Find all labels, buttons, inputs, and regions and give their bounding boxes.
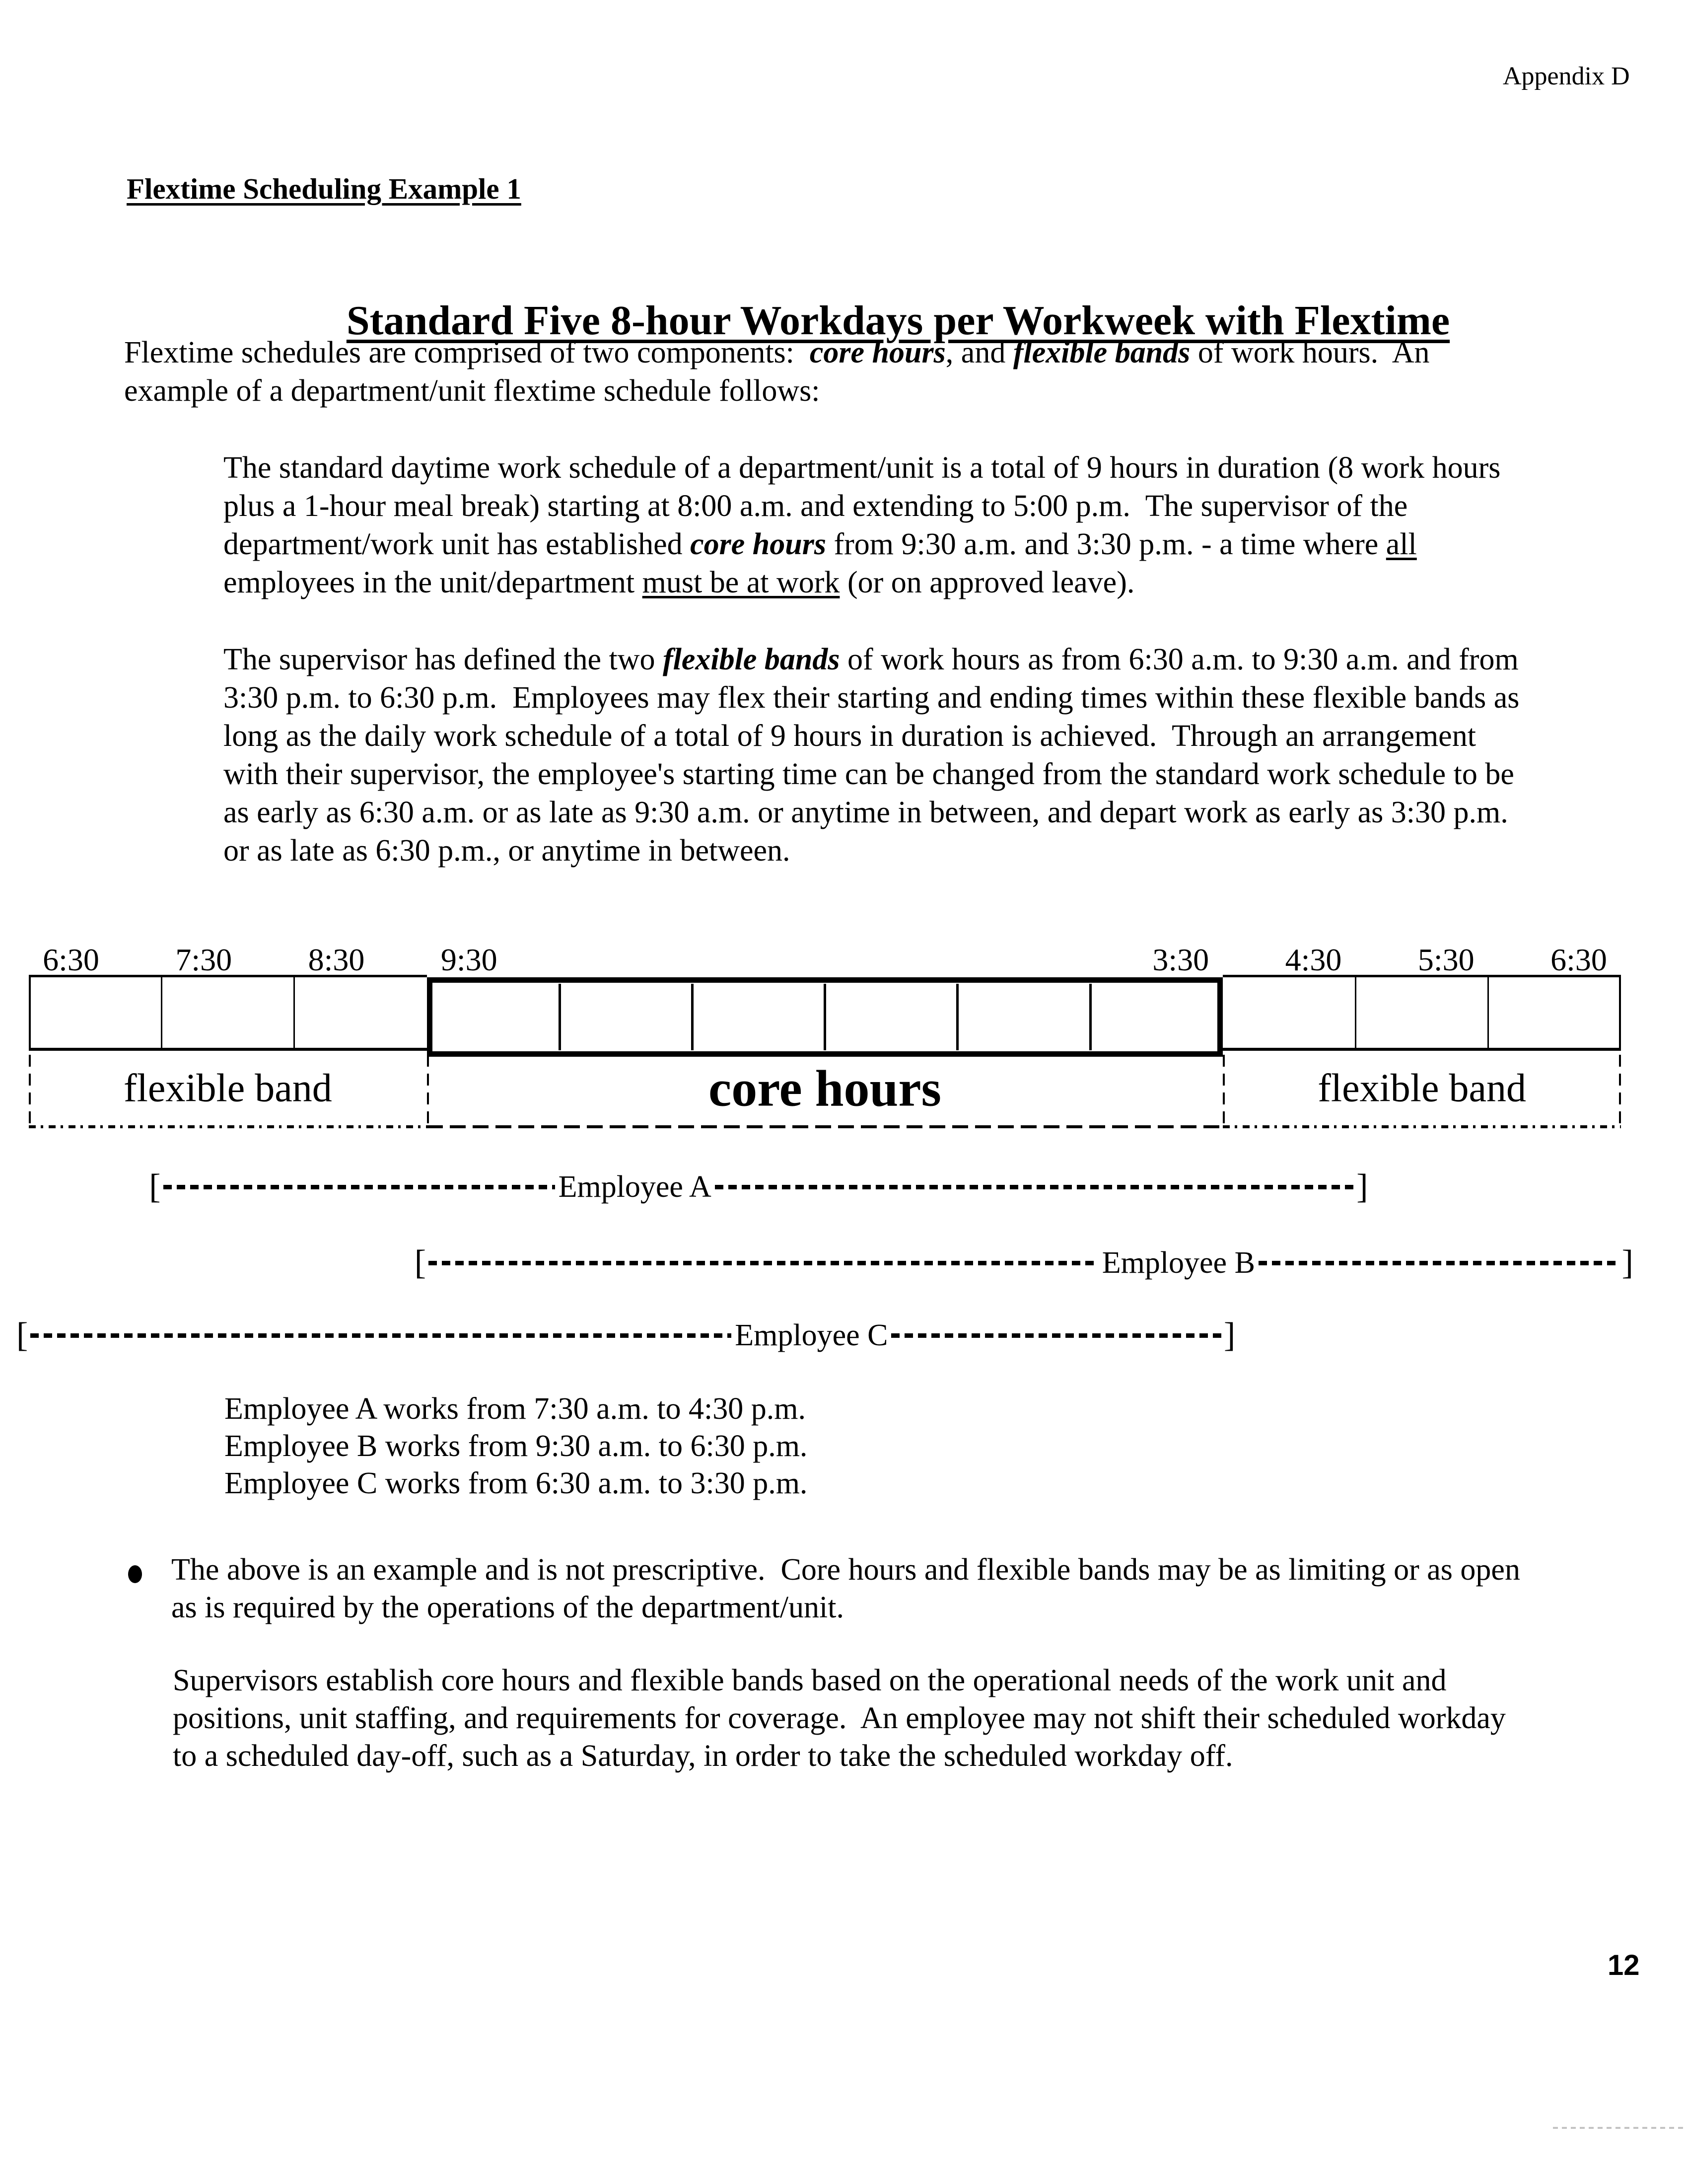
paragraph-flexible-bands — [223, 641, 1519, 870]
emphasized-term: flexible bands — [662, 643, 840, 676]
bullet-note — [171, 1551, 1520, 1626]
text-line — [173, 1662, 1506, 1699]
text-run: Employee A works from 7:30 a.m. to 4:30 p.m. — [224, 1392, 806, 1426]
close-bracket: ] — [1223, 1316, 1236, 1354]
scan-artifact-line — [1553, 2127, 1686, 2129]
text-run: (or on approved leave). — [840, 566, 1135, 599]
timeline-hour-labels — [29, 942, 1621, 977]
dash-rule — [715, 1185, 1354, 1189]
dash-rule — [163, 1185, 555, 1189]
text-line — [223, 564, 1500, 602]
text-run: Flextime schedules are comprised of two components: — [124, 336, 810, 369]
hour-label: 6:30 — [43, 942, 99, 977]
band-bottom-rule — [1223, 1125, 1621, 1128]
hour-divider — [559, 984, 561, 1050]
employee-range-line — [415, 1244, 1633, 1281]
band-separator — [1619, 1055, 1621, 1128]
text-run: Employee C works from 6:30 a.m. to 3:30 p.m. — [224, 1466, 808, 1500]
text-run: The supervisor has defined the two — [223, 643, 663, 676]
hour-label: 7:30 — [175, 942, 232, 977]
section-heading-text: Flextime Scheduling Example 1 — [127, 172, 521, 205]
bullet-icon — [128, 1565, 142, 1583]
appendix-label: Appendix D — [1503, 62, 1630, 90]
text-line — [223, 794, 1519, 832]
hour-label: 4:30 — [1285, 942, 1342, 977]
hour-label: 9:30 — [440, 942, 497, 977]
text-line — [223, 832, 1519, 870]
page-title-text: Standard Five 8-hour Workdays per Workweek with Flextime — [346, 297, 1450, 344]
text-line — [223, 717, 1519, 755]
open-bracket: [ — [16, 1316, 28, 1354]
close-bracket: ] — [1621, 1243, 1633, 1282]
hour-divider — [824, 984, 826, 1050]
text-run: Employee B works from 9:30 a.m. to 6:30 p.m. — [224, 1429, 808, 1463]
core-hours-label: core hours — [708, 1060, 941, 1117]
text-run: 3:30 p.m. to 6:30 p.m. Employees may flex their starting and ending times within these flexible bands as — [223, 681, 1520, 715]
text-line — [223, 449, 1500, 487]
timeline-hour-strip — [29, 975, 1621, 1059]
text-run: as early as 6:30 a.m. or as late as 9:30 a.m. or anytime in between, and depart work as early as 3:30 p.m. — [223, 796, 1508, 829]
hour-label: 5:30 — [1417, 942, 1475, 977]
open-bracket: [ — [149, 1167, 161, 1206]
hour-divider — [1089, 984, 1092, 1050]
text-line — [223, 487, 1500, 525]
text-run: to a scheduled day-off, such as a Saturday, in order to take the scheduled workday off. — [173, 1739, 1233, 1773]
text-line — [223, 525, 1500, 564]
employee-schedule-list — [224, 1390, 807, 1502]
text-run: The standard daytime work schedule of a department/unit is a total of 9 hours in duration (8 work hours — [223, 451, 1501, 485]
paragraph-standard-schedule — [223, 449, 1500, 602]
text-line — [171, 1551, 1520, 1589]
text-line — [173, 1737, 1506, 1775]
text-run: example of a department/unit flextime schedule follows: — [124, 374, 820, 408]
hour-divider — [691, 984, 694, 1050]
text-run: department/work unit has established — [223, 527, 691, 561]
hour-divider — [1355, 977, 1356, 1048]
hour-label: 6:30 — [1550, 942, 1607, 977]
text-line — [124, 334, 1430, 372]
dash-rule — [428, 1261, 1099, 1265]
text-run: , and — [945, 336, 1013, 369]
hour-divider — [1487, 977, 1489, 1048]
text-run: with their supervisor, the employee's starting time can be changed from the standard work schedule to be — [223, 757, 1514, 791]
text-line — [224, 1390, 807, 1428]
timeline-band-row — [29, 1055, 1621, 1128]
text-line — [173, 1699, 1506, 1737]
hour-divider — [956, 984, 959, 1050]
band-separator — [1223, 1055, 1225, 1128]
text-run: long as the daily work schedule of a total of 9 hours in duration is achieved. Through an arrangement — [223, 719, 1476, 753]
flexible-band-box — [29, 975, 427, 1051]
underlined-phrase: all — [1386, 527, 1417, 561]
text-line — [224, 1428, 807, 1465]
underlined-phrase: must be at work — [642, 566, 840, 599]
flexible-band-box — [1223, 975, 1621, 1051]
dash-rule — [1259, 1261, 1619, 1265]
text-run: of work hours as from 6:30 a.m. to 9:30 a.m. and from — [840, 643, 1519, 676]
text-run: plus a 1-hour meal break) starting at 8:00 a.m. and extending to 5:00 p.m. The supervisor of the — [223, 489, 1408, 523]
emphasized-term: core hours — [809, 336, 946, 369]
employee-label: Employee B — [1102, 1245, 1255, 1280]
text-line — [223, 641, 1519, 679]
paragraph-closing — [173, 1662, 1506, 1775]
text-run: The above is an example and is not prescriptive. Core hours and flexible bands may be as limiting or as open — [171, 1553, 1520, 1587]
text-line — [223, 755, 1519, 794]
text-run: from 9:30 a.m. and 3:30 p.m. - a time where — [826, 527, 1386, 561]
hour-label: 8:30 — [308, 942, 365, 977]
text-line — [124, 372, 1430, 410]
band-bottom-rule — [29, 1125, 427, 1128]
text-run: Supervisors establish core hours and flexible bands based on the operational needs of the work unit and — [173, 1664, 1447, 1697]
hour-divider — [161, 977, 162, 1048]
open-bracket: [ — [414, 1243, 426, 1282]
text-line — [171, 1589, 1520, 1626]
employee-label: Employee A — [558, 1169, 711, 1204]
section-heading — [127, 172, 521, 206]
band-separator — [29, 1055, 31, 1128]
close-bracket: ] — [1356, 1167, 1368, 1206]
employee-range-line — [149, 1168, 1368, 1205]
text-line — [223, 679, 1519, 717]
text-run: as is required by the operations of the department/unit. — [171, 1591, 844, 1624]
employee-range-line — [16, 1317, 1235, 1354]
hour-label: 3:30 — [1152, 942, 1209, 977]
hour-divider — [293, 977, 295, 1048]
text-run: or as late as 6:30 p.m., or anytime in between. — [223, 834, 790, 868]
band-bottom-rule — [427, 1125, 1223, 1128]
paragraph-intro — [124, 334, 1430, 410]
text-run: positions, unit staffing, and requirements for coverage. An employee may not shift their scheduled workday — [173, 1701, 1506, 1735]
dash-rule — [30, 1333, 731, 1338]
text-run: employees in the unit/department — [223, 566, 642, 599]
emphasized-term: flexible bands — [1013, 336, 1191, 369]
text-run: of work hours. An — [1190, 336, 1430, 369]
emphasized-term: core hours — [690, 527, 827, 561]
employee-label: Employee C — [735, 1318, 888, 1352]
flexible-band-label: flexible band — [1318, 1066, 1527, 1110]
page-number: 12 — [1608, 1949, 1640, 1981]
flexible-band-label: flexible band — [123, 1066, 332, 1110]
text-line — [224, 1465, 807, 1502]
band-separator — [427, 1055, 429, 1128]
dash-rule — [891, 1333, 1221, 1338]
